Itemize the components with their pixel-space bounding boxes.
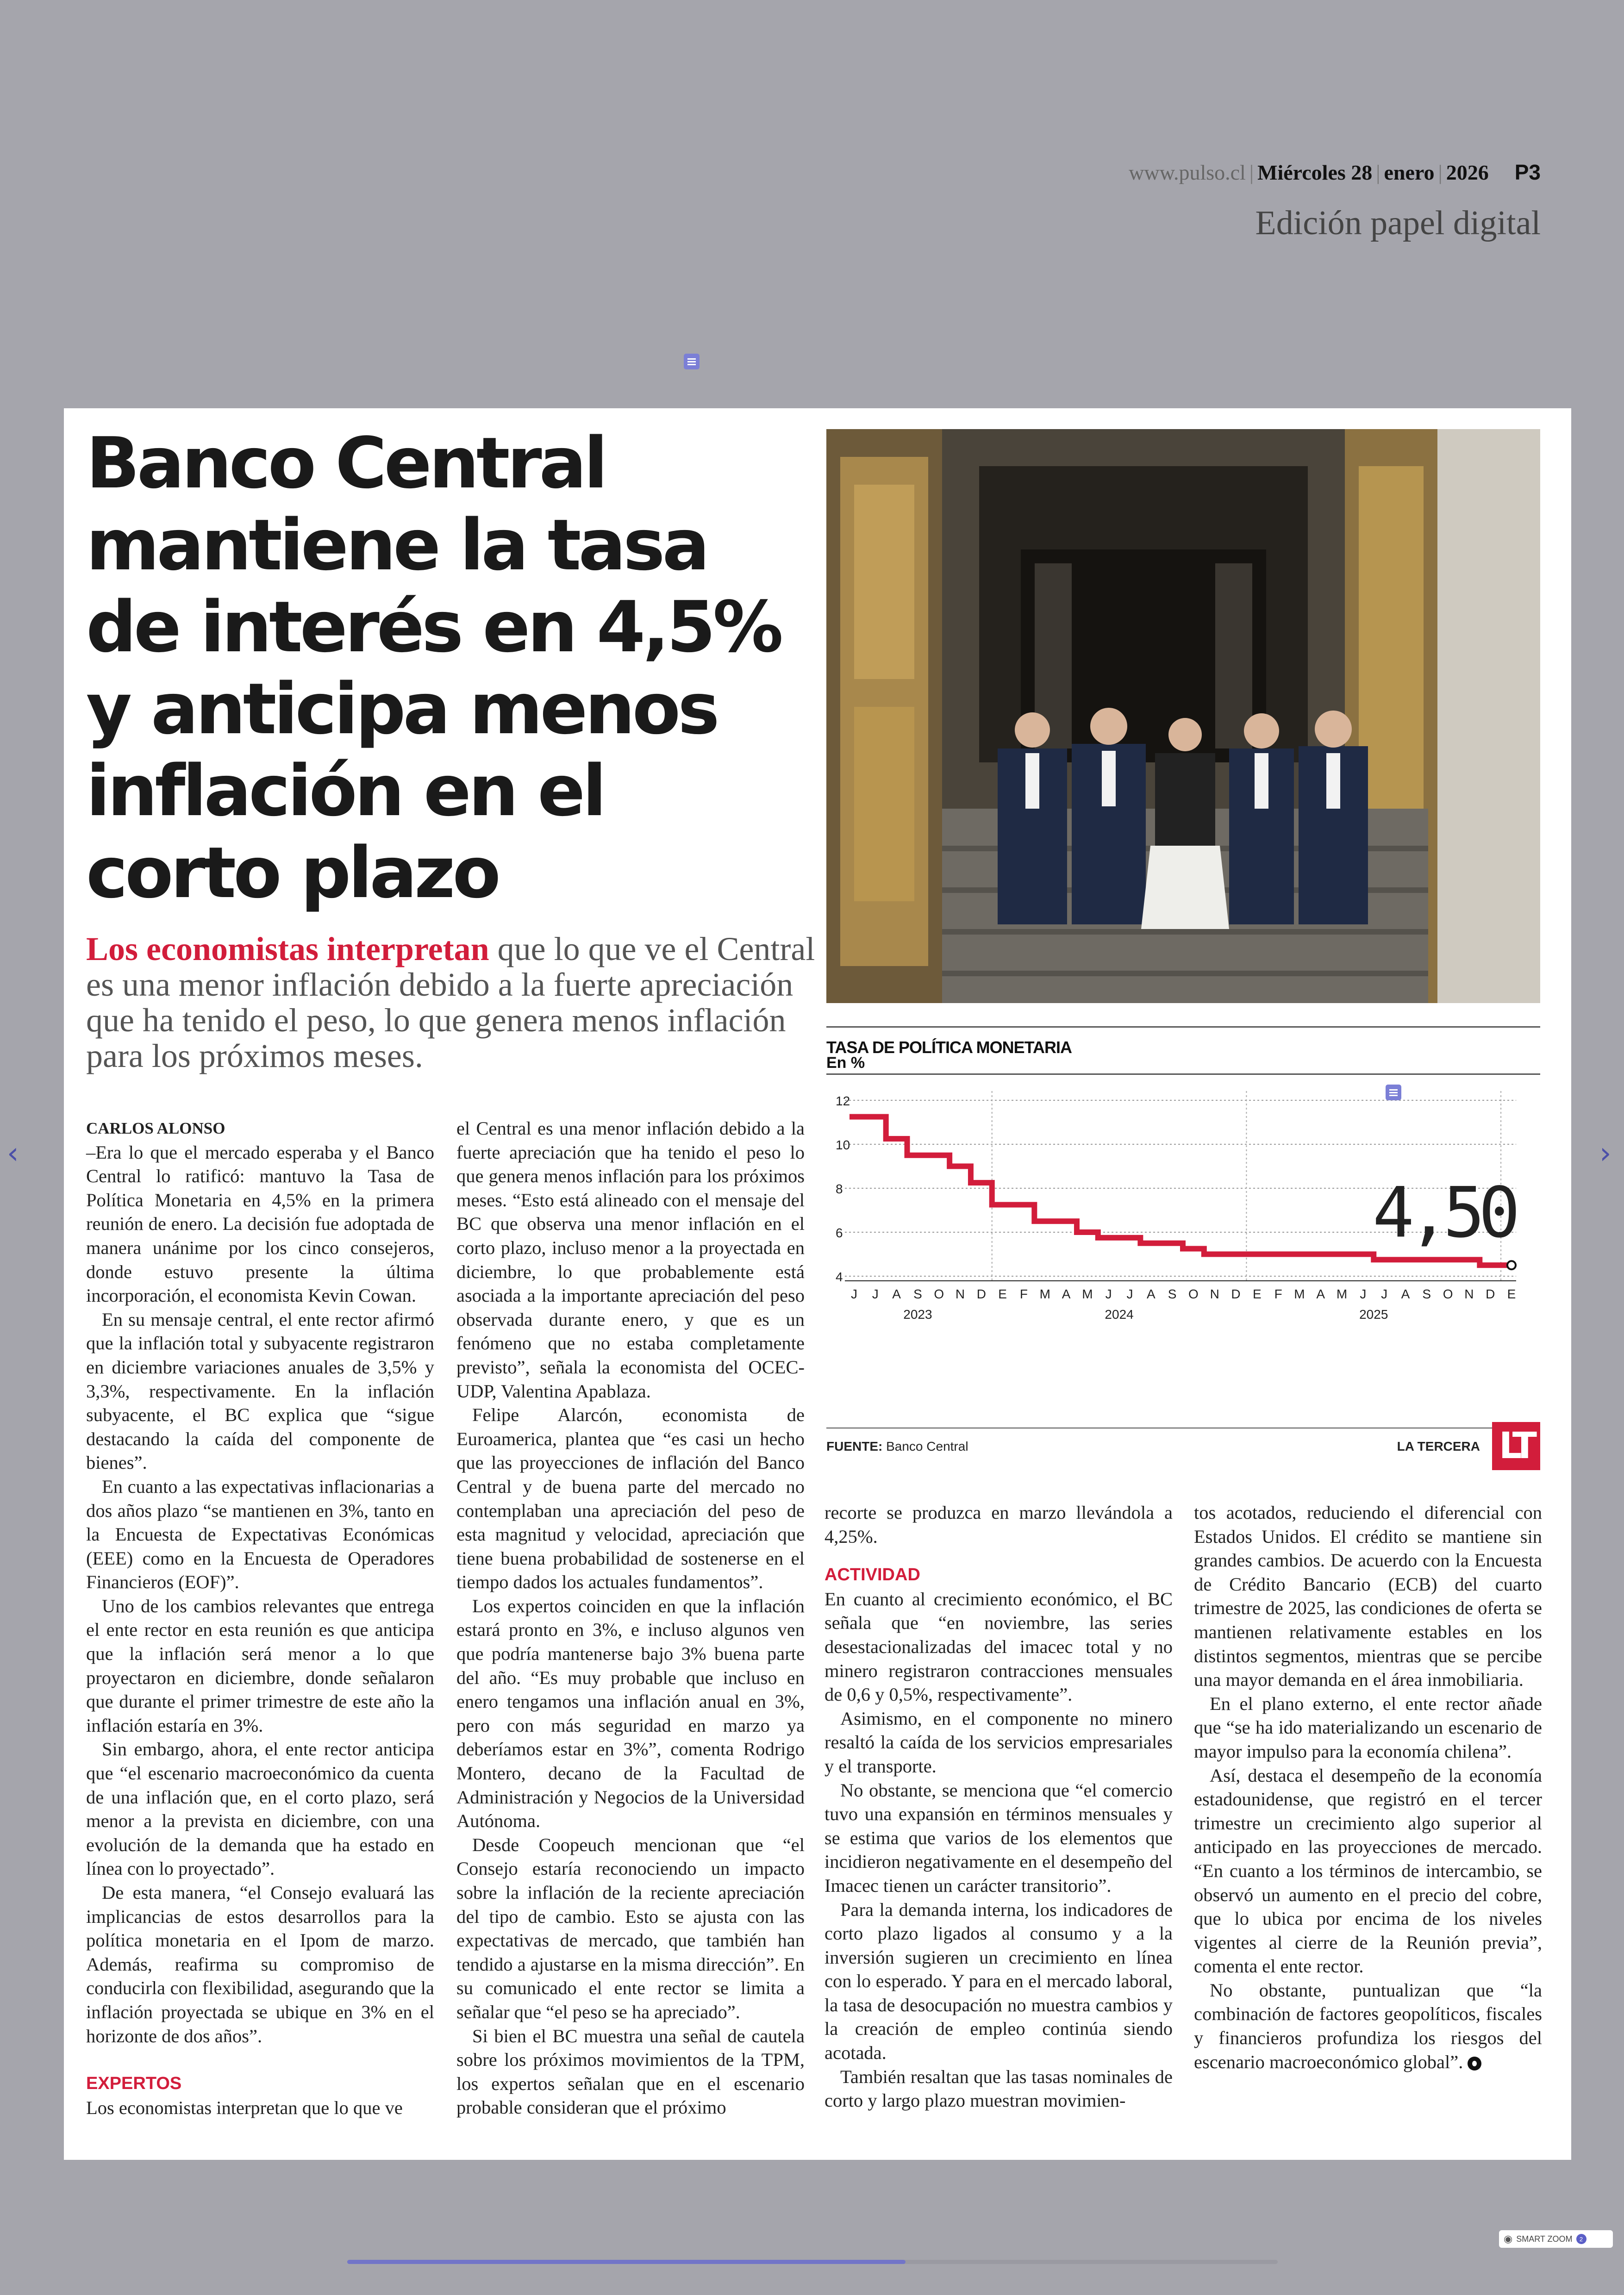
paragraph: Uno de los cambios relevantes que entrega el ente rector en esta reunión es que anticipa que la inflación será menor a lo que proyectaron en diciembre, donde señalaron que durante el primer trimestre de este año la inflación estaría en 3%. — [86, 1595, 434, 1736]
paragraph: tos acotados, reduciendo el diferencial con Estados Unidos. El crédito se mantiene sin grandes cambios. De acuerdo con la Encuesta de Crédito Bancario (ECB) del cuarto trimestre de 2025, las condiciones de oferta se mantienen relativamente estables en los distintos segmentos, mientras que se percibe una mayor demanda en el área inmobiliaria. — [1194, 1502, 1542, 1690]
x-tick-label: E — [1507, 1287, 1516, 1301]
eye-icon: ◉ — [1504, 2233, 1513, 2245]
paragraph: Los economistas interpretan que lo que ve — [86, 2097, 403, 2118]
issue-year: 2026 — [1446, 161, 1489, 184]
board-members-photo — [826, 429, 1540, 1003]
paragraph: Los expertos coinciden en que la inflación estará pronto en 3%, e incluso algunos ven que podría mantenerse bajo 3% buena parte del año. “Es muy probable que incluso en enero tengamos una inflación anual en 3%, pero con más seguridad en marzo ya deberíamos estar en 3%”, comenta Rodrigo Montero, decano de la Facultad de Administración y Negocios de la Universidad Autónoma. — [456, 1595, 805, 1832]
deck-text: que lo que ve el Central es una menor inflación debido a la fuerte apreciación que ha tenido el peso, lo que genera menos inflación para los próximos meses. — [86, 930, 815, 1074]
paragraph: Así, destaca el desempeño de la economía estadounidense, que registró en el tercer trimestre un crecimiento algo superior al anticipado en las proyecciones de mercado. “En cuanto a los términos de intercambio, se observó un aumento en el precio del cobre, que lo ubica por encima de los niveles vigentes al cierre de la Reunión previa”, comenta el ente rector. — [1194, 1765, 1542, 1977]
previous-page-arrow[interactable]: ‹ — [7, 1136, 19, 1171]
article-headline: Banco Central mantiene la tasa de interés en 4,5% y anticipa menos inflación en el corto plazo — [86, 422, 781, 914]
paragraph: Felipe Alarcón, economista de Euroamerica, plantea que “es casi un hecho que las proyecciones de inflación del Banco Central y de buena parte del mercado no contemplaban una apreciación del peso de esta magnitud y velocidad, apreciación que tiene buena probabilidad de sostenerse en el tiempo dados los actuales fundamentos”. — [456, 1404, 805, 1593]
smart-zoom-label: SMART ZOOM — [1516, 2234, 1573, 2244]
paragraph: En su mensaje central, el ente rector afirmó que la inflación total y subyacente registraron en diciembre variaciones anuales de 3,5% y 3,3%, respectivamente. En la inflación subyacente, el BC explica que “sigue destacando la caída del componente de bienes”. — [86, 1309, 434, 1473]
annotation-note-icon[interactable] — [1386, 1085, 1401, 1100]
x-tick-label: F — [1019, 1287, 1028, 1301]
chart-source-name: Banco Central — [886, 1439, 968, 1453]
paragraph: Para la demanda interna, los indicadores de corto plazo ligados al consumo y a la inversión sugieren un crecimiento en línea con lo esperado. Y para en el mercado laboral, la tasa de desocupación no muestra cambios y la creación de empleo continúa siendo acotada. — [824, 1899, 1173, 2064]
annotation-note-icon[interactable] — [684, 354, 700, 369]
x-tick-label: D — [1231, 1287, 1241, 1301]
x-tick-label: E — [1252, 1287, 1262, 1301]
x-tick-label: A — [1316, 1287, 1325, 1301]
paragraph: Desde Coopeuch mencionan que “el Consejo estaría reconociendo un impacto sobre la inflación de la reciente apreciación del tipo de cambio. Esto se ajusta con las expectativas de mercado, que también han tendido a ajustarse en la misma dirección”. En su comunicado el ente rector se limita a señalar que “el peso se ha apreciado”. — [456, 1834, 805, 2022]
article-column-3 — [824, 1501, 1173, 2113]
year-label: 2025 — [1359, 1307, 1388, 1322]
x-tick-label: J — [1126, 1287, 1133, 1301]
issue-info: www.pulso.cl | Miércoles 28 | enero | 2026 P3 — [1129, 160, 1541, 184]
chart-brand: LA TERCERA — [1397, 1439, 1480, 1453]
x-tick-label: J — [851, 1287, 857, 1301]
y-tick-label: 10 — [836, 1138, 850, 1152]
x-tick-label: S — [913, 1287, 922, 1301]
article-photo — [826, 429, 1540, 1003]
article-column-1 — [86, 1116, 434, 2120]
x-tick-label: A — [1146, 1287, 1156, 1301]
x-tick-label: J — [1381, 1287, 1388, 1301]
paragraph — [1194, 1978, 1542, 2074]
paragraph: En cuanto al crecimiento económico, el BC señala que “en noviembre, las series desestacionalizadas del imacec total y no minero registraron contracciones mensuales de 0,6 y 0,5%, respectivamente”. — [824, 1588, 1173, 1705]
paragraph: También resaltan que las tasas nominales de corto y largo plazo muestran movimien- — [824, 2066, 1173, 2111]
x-tick-label: M — [1294, 1287, 1305, 1301]
x-tick-label: J — [1105, 1287, 1112, 1301]
x-tick-label: S — [1168, 1287, 1177, 1301]
article-end-icon — [1468, 2057, 1481, 2070]
chart-y-label: En % — [826, 1054, 865, 1072]
x-tick-label: A — [1062, 1287, 1071, 1301]
paragraph: No obstante, se menciona que “el comercio tuvo una expansión en términos mensuales y se estima que varios de los elementos que incidieron negativamente en el desempeño del Imacec tienen un carácter transitorio”. — [824, 1779, 1173, 1896]
y-tick-label: 6 — [836, 1226, 843, 1240]
x-tick-label: A — [892, 1287, 901, 1301]
edition-label: Edición papel digital — [1255, 204, 1541, 242]
article-column-2 — [456, 1116, 805, 2120]
reading-progress-bar[interactable] — [347, 2260, 1278, 2264]
x-tick-label: D — [1486, 1287, 1495, 1301]
paragraph: el Central es una menor inflación debido a la fuerte apreciación que ha tenido el peso lo que genera menos inflación para los próximos meses. “Esto está alineado con el mensaje del BC que observa una menor inflación en el corto plazo, incluso menor a la proyectada en diciembre, lo que probablemente está asociada a la importante apreciación del peso observada durante enero, y que es un fenómeno que no estaba completamente previsto”, señala la economista del OCEC-UDP, Valentina Apablaza. — [456, 1118, 805, 1402]
x-tick-label: O — [1443, 1287, 1453, 1301]
page-number: P3 — [1514, 160, 1541, 184]
x-tick-label: O — [1188, 1287, 1199, 1301]
x-tick-label: O — [934, 1287, 944, 1301]
deck-lead: Los economistas interpretan — [86, 930, 489, 967]
paragraph: recorte se produzca en marzo llevándola a 4,25%. — [824, 1502, 1173, 1547]
site-url[interactable]: www.pulso.cl — [1129, 161, 1246, 184]
year-label: 2024 — [1105, 1307, 1134, 1322]
x-tick-label: A — [1401, 1287, 1410, 1301]
newspaper-page — [64, 408, 1571, 2160]
subheading-actividad: ACTIVIDAD — [824, 1565, 920, 1585]
x-tick-label: S — [1422, 1287, 1431, 1301]
paragraph: En el plano externo, el ente rector añade que “se ha ido materializando un escenario de mayor impulso para la economía chilena”. — [1194, 1693, 1542, 1762]
x-tick-label: J — [872, 1287, 879, 1301]
end-value-label: 4,50 — [1372, 1172, 1514, 1254]
chart-plot — [826, 1026, 1540, 1443]
x-tick-label: M — [1039, 1287, 1050, 1301]
chart-title: TASA DE POLÍTICA MONETARIA — [826, 1038, 1072, 1057]
end-point-marker — [1507, 1261, 1516, 1269]
article-byline: CARLOS ALONSO — [86, 1119, 225, 1137]
paragraph: De esta manera, “el Consejo evaluará las implicancias de estos desarrollos para la política monetaria en el Ipom de marzo. Además, reafirma su compromiso de conducirla con flexibilidad, asegurando que la inflación proyectada se ubique en 3% en el horizonte de dos años”. — [86, 1882, 434, 2046]
x-tick-label: F — [1274, 1287, 1282, 1301]
x-tick-label: N — [955, 1287, 965, 1301]
reading-progress-fill — [347, 2260, 906, 2264]
x-tick-label: M — [1082, 1287, 1093, 1301]
issue-weekday: Miércoles 28 — [1257, 161, 1373, 184]
x-tick-label: N — [1210, 1287, 1219, 1301]
paragraph: Sin embargo, ahora, el ente rector anticipa que “el escenario macroeconómico da cuenta de una inflación que, en el corto plazo, será menor a la prevista en diciembre, con una evolución de la demanda que ha estado en línea con lo proyectado”. — [86, 1739, 434, 1879]
x-tick-label: M — [1336, 1287, 1348, 1301]
next-page-arrow[interactable]: › — [1599, 1136, 1612, 1171]
paragraph-text: No obstante, puntualizan que “la combinación de factores geopolíticos, fiscales y financieros profundiza los riesgos del escenario macroeconómico global”. — [1194, 1979, 1542, 2072]
subheading-expertos: EXPERTOS — [86, 2074, 182, 2094]
article-column-4 — [1194, 1501, 1542, 2074]
la-tercera-logo: LT — [1492, 1422, 1540, 1470]
smart-zoom-button[interactable] — [1499, 2230, 1613, 2248]
y-tick-label: 4 — [836, 1270, 843, 1284]
chart-source-prefix: FUENTE: — [826, 1439, 883, 1453]
x-tick-label: E — [998, 1287, 1007, 1301]
y-tick-label: 12 — [836, 1094, 850, 1108]
x-tick-label: D — [976, 1287, 986, 1301]
issue-month: enero — [1384, 161, 1435, 184]
year-label: 2023 — [903, 1307, 932, 1322]
smart-zoom-count: 2 — [1576, 2234, 1587, 2244]
paragraph: En cuanto a las expectativas inflacionarias a dos años plazo “se mantienen en 3%, tanto en la Encuesta de Expectativas Económicas (EEE) como en la Encuesta de Operadores Financieros (EOF)”. — [86, 1476, 434, 1593]
paragraph: Si bien el BC muestra una señal de cautela sobre los próximos movimientos de la TPM, los expertos señalan que en el escenario probable consideran que el próximo — [456, 2025, 805, 2118]
paragraph: –Era lo que el mercado esperaba y el Banco Central lo ratificó: mantuvo la Tasa de Política Monetaria en 4,5% en la primera reunión de enero. La decisión fue adoptada de manera unánime por los cinco consejeros, donde estuvo presente la última incorporación, el economista Kevin Cowan. — [86, 1141, 434, 1306]
paragraph: Asimismo, en el componente no minero resaltó la caída de los servicios empresariales y el transporte. — [824, 1708, 1173, 1777]
article-deck — [86, 931, 818, 1074]
x-tick-label: N — [1464, 1287, 1474, 1301]
chart-source — [826, 1439, 968, 1454]
x-tick-label: J — [1360, 1287, 1367, 1301]
y-tick-label: 8 — [836, 1182, 843, 1196]
tpm-chart — [826, 1026, 1540, 1482]
